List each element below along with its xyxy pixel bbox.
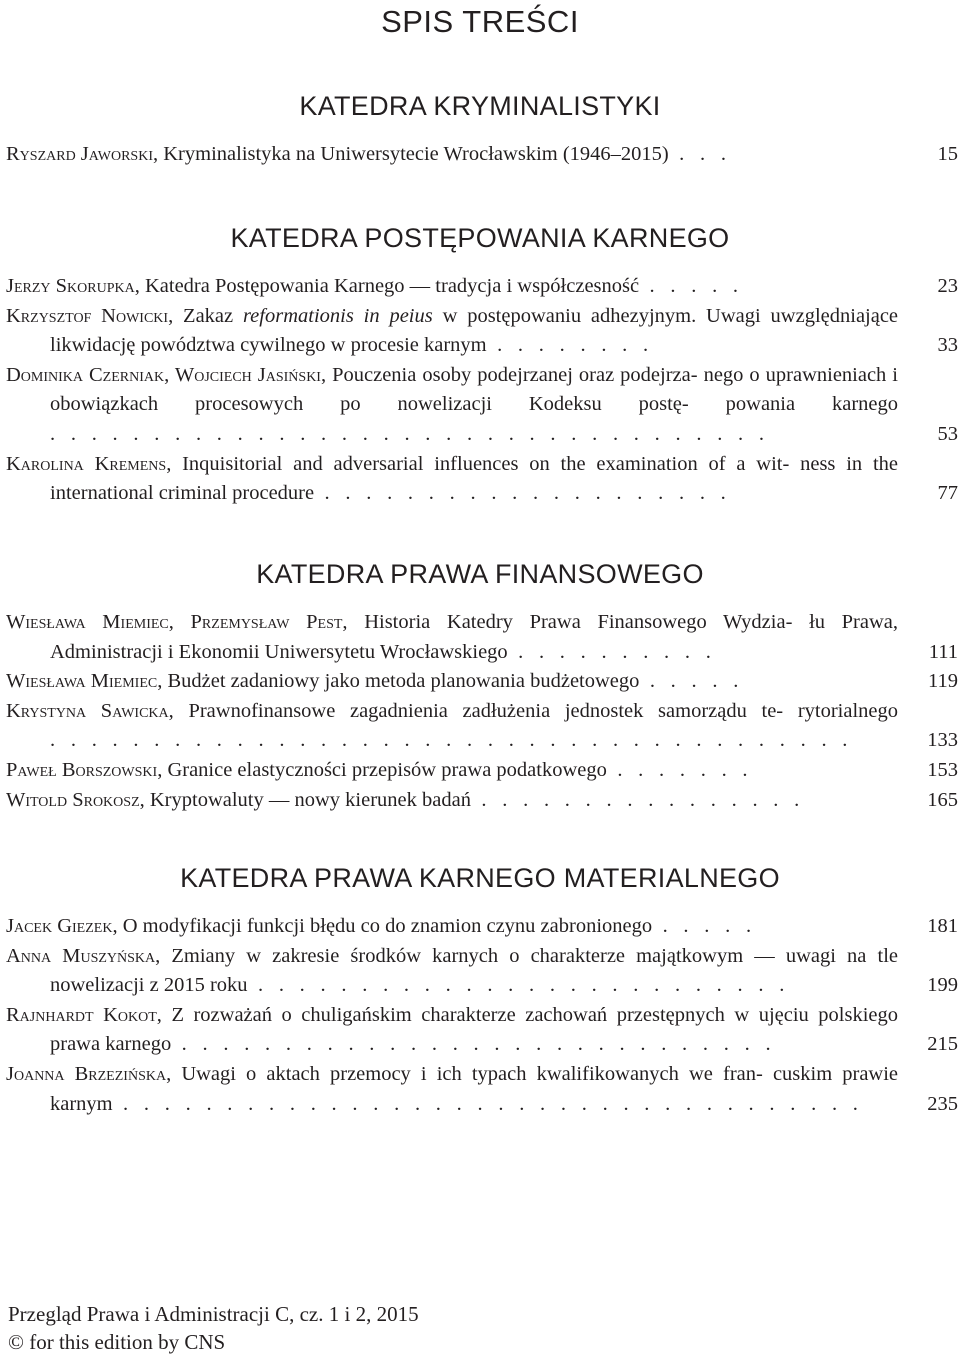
leader-dots: . . . — [668, 143, 732, 165]
page-number: 111 — [928, 640, 958, 663]
page-number: 165 — [927, 788, 958, 811]
leader-dots: . . . . . . . . . . . . . . . . . . . . . . . . . . . . . . . . . . . — [50, 422, 770, 445]
page-number: 77 — [937, 482, 958, 505]
entry-title: powania karnego — [725, 393, 899, 416]
entry-author: Jacek Giezek — [6, 915, 113, 937]
toc-entry[interactable]: Anna Muszyńska, Zmiany w zakresie środków karnych o charakterze majątkowym — uwagi na tle nowelizacji z 2015 roku . . . . . . . . . . . . . . . . . . . . . . . . . . 199 — [0, 942, 960, 1001]
entry-title: łu Prawa, Administracji i Ekonomii Uniwersytetu Wrocławskiego — [50, 611, 899, 663]
leader-dots: . . . . . . . . . . . . . . . . . . . . . . . . . . — [247, 974, 790, 997]
entry-title: uwagi na tle nowelizacji z 2015 roku — [50, 944, 898, 997]
page-title: SPIS TREŚCI — [381, 4, 579, 39]
toc-entry[interactable]: Witold Srokosz, Kryptowaluty — nowy kierunek badań . . . . . . . . . . . . . . . . 165 — [0, 786, 960, 816]
entry-author: Wiesława Miemiec, Przemysław Pest — [6, 611, 343, 633]
leader-dots: . . . . . . . — [606, 758, 753, 781]
entry-author: Dominika Czerniak, Wojciech Jasiński — [6, 363, 321, 386]
page-number: 215 — [927, 1033, 958, 1056]
entry-title: Pouczenia osoby podejrzanej oraz podejrza- — [332, 363, 698, 386]
toc-entry[interactable]: Rajnhardt Kokot, Z rozważań o chuligańskim charakterze zachowań przestępnych w ujęciu polskiego prawa karnego . . . . . . . . . . . . . . . . . . . . . . . . . . . . . 215 — [0, 1001, 960, 1060]
page-number: 23 — [937, 275, 958, 297]
entry-title: Kryptowaluty — nowy kierunek badań — [149, 788, 471, 811]
leader-dots: . . . . . . . . . . — [507, 640, 717, 663]
toc-entry[interactable]: Joanna Brzezińska, Uwagi o aktach przemocy i ich typach kwalifikowanych we fran- cuskim prawie karnym . . . . . . . . . . . . . . . . . . . . . . . . . . . . . . . . . . . . 235 — [0, 1060, 960, 1119]
publication-footer — [8, 1300, 419, 1356]
entry-title: Inquisitorial and adversarial influences on the examination of a wit- — [182, 452, 790, 475]
entry-title: uwzględniające likwidację powództwa cywilnego w procesie karnym — [50, 304, 899, 357]
leader-dots: . . . . . . . . . . . . . . . . . . . . . . . . . . . . . . . . . . . . — [112, 1092, 864, 1115]
entry-title: Katedra Postępowania Karnego — tradycja i współczesność — [144, 275, 640, 297]
toc-entry[interactable]: Krystyna Sawicka, Prawnofinansowe zagadnienia zadłużenia jednostek samorządu te- rytorialnego . . . . . . . . . . . . . . . . . . . . . . . . . . . . . . . . . . . . . . . 133 — [0, 697, 960, 756]
section-prawa-karnego-materialnego — [0, 852, 960, 1119]
leader-dots: . . . . . . . . . . . . . . . . . . . . — [314, 482, 732, 505]
toc-entry[interactable]: Jacek Giezek, O modyfikacji funkcji błędu co do znamion czynu zabronionego . . . . . 181 — [0, 912, 960, 942]
toc-entry[interactable]: Dominika Czerniak, Wojciech Jasiński, Pouczenia osoby podejrzanej oraz podejrza- nego o uprawnieniach i obowiązkach procesowych po nowelizacji Kodeksu postę- powania karnego . . . . . . . . . . . . . . . . . . . . . . . . . . . . . . . . . . . 53 — [0, 361, 960, 450]
section-postepowania-karnego — [0, 212, 960, 509]
entry-title: Historia Katedry Prawa Finansowego Wydzia- — [364, 611, 793, 633]
page-number: 119 — [928, 670, 958, 693]
toc-entry[interactable]: Paweł Borszowski, Granice elastyczności przepisów prawa podatkowego . . . . . . . 153 — [0, 756, 960, 786]
entry-list — [0, 140, 960, 170]
footer-journal: Przegląd Prawa i Administracji C, cz. 1 i 2, 2015 — [8, 1302, 419, 1326]
entry-author: Joanna Brzezińska — [6, 1062, 167, 1085]
entry-title: ness in the international criminal procedure — [50, 452, 898, 505]
entry-author: Karolina Kremens — [6, 452, 167, 475]
entry-title: Zakaz — [183, 304, 234, 327]
entry-author: Krzysztof Nowicki — [6, 304, 169, 327]
entry-author: Anna Muszyńska — [6, 944, 156, 967]
entry-title: w postępowaniu adhezyjnym. Uwagi — [442, 304, 761, 327]
entry-list — [0, 272, 960, 509]
toc-entry[interactable]: Karolina Kremens, Inquisitorial and adversarial influences on the examination of a wit- ness in the international criminal procedure . . . . . . . . . . . . . . . . . . . . 77 — [0, 450, 960, 509]
toc-entry[interactable]: Ryszard Jaworski, Kryminalistyka na Uniwersytecie Wrocławskim (1946–2015) . . . 15 — [0, 140, 960, 170]
page-number: 181 — [927, 915, 958, 937]
entry-author: Jerzy Skorupka — [6, 275, 135, 297]
entry-author: Krystyna Sawicka — [6, 699, 169, 722]
section-heading: KATEDRA POSTĘPOWANIA KARNEGO — [230, 223, 730, 253]
page-number: 199 — [927, 974, 958, 997]
toc-entry[interactable]: Wiesława Miemiec, Przemysław Pest, Historia Katedry Prawa Finansowego Wydzia- łu Prawa, Administracji i Ekonomii Uniwersytetu Wrocławskiego . . . . . . . . . . 111 — [0, 608, 960, 667]
section-heading: KATEDRA KRYMINALISTYKI — [299, 91, 661, 121]
leader-dots: . . . . . . . . . . . . . . . . . . . . . . . . . . . . . . . . . . . . . . . — [50, 729, 853, 752]
leader-dots: . . . . . — [639, 670, 744, 693]
page-number: 33 — [937, 334, 958, 357]
entry-title: Granice elastyczności przepisów prawa podatkowego — [167, 758, 607, 781]
entry-title: Z rozważań o chuligańskim charakterze zachowań przestępnych — [171, 1003, 725, 1026]
toc-entry[interactable]: Jerzy Skorupka, Katedra Postępowania Karnego — tradycja i współczesność . . . . . 23 — [0, 272, 960, 302]
entry-title: O modyfikacji funkcji błędu co do znamion czynu zabronionego — [122, 915, 653, 937]
entry-author: Ryszard Jaworski — [6, 143, 153, 165]
entry-author: Paweł Borszowski — [6, 758, 158, 781]
toc-entry[interactable]: Wiesława Miemiec, Budżet zadaniowy jako metoda planowania budżetowego . . . . . 119 — [0, 667, 960, 697]
page-number: 133 — [927, 729, 958, 752]
entry-author: Rajnhardt Kokot — [6, 1003, 157, 1026]
section-prawa-finansowego — [0, 548, 960, 815]
entry-title: Prawnofinansowe zagadnienia zadłużenia jednostek samorządu te- — [188, 699, 784, 722]
page-number: 53 — [937, 422, 958, 445]
toc-entry[interactable]: Krzysztof Nowicki, Zakaz reformationis in peius w postępowaniu adhezyjnym. Uwagi uwzględniające likwidację powództwa cywilnego w procesie karnym . . . . . . . . 33 — [0, 302, 960, 361]
leader-dots: . . . . . . . . . . . . . . . . . . . . . . . . . . . . . — [171, 1033, 776, 1056]
section-kryminalistyki — [0, 80, 960, 170]
section-heading: KATEDRA PRAWA KARNEGO MATERIALNEGO — [180, 863, 780, 893]
footer-copyright: © for this edition by CNS — [8, 1330, 226, 1354]
entry-title: nego o uprawnieniach i obowiązkach procesowych po nowelizacji Kodeksu postę- — [50, 363, 898, 416]
page-number: 15 — [937, 143, 958, 165]
entry-title: Kryminalistyka na Uniwersytecie Wrocławskim (1946–2015) — [163, 143, 669, 165]
entry-title: cuskim prawie karnym — [50, 1062, 899, 1115]
leader-dots: . . . . . — [639, 275, 744, 297]
entry-title: Budżet zadaniowy jako metoda planowania budżetowego — [167, 670, 640, 693]
entry-author: Witold Srokosz — [6, 788, 140, 811]
leader-dots: . . . . . . . . . . . . . . . . — [470, 788, 805, 811]
page-number: 153 — [927, 758, 958, 781]
page-number: 235 — [927, 1092, 958, 1115]
entry-title-italic: reformationis in peius — [242, 304, 433, 327]
entry-author: Wiesława Miemiec — [6, 670, 158, 693]
entry-title: Zmiany w zakresie środków karnych o charakterze majątkowym — — [171, 944, 775, 967]
section-heading: KATEDRA PRAWA FINANSOWEGO — [256, 559, 704, 589]
leader-dots: . . . . . . . . — [486, 334, 654, 357]
leader-dots: . . . . . — [652, 915, 757, 937]
entry-title: w ujęciu polskiego prawa karnego — [50, 1003, 899, 1056]
entry-title: rytorialnego — [797, 699, 899, 722]
entry-title: Uwagi o aktach przemocy i ich typach kwalifikowanych we fran- — [181, 1062, 763, 1085]
entry-list — [0, 608, 960, 815]
entry-list — [0, 912, 960, 1119]
